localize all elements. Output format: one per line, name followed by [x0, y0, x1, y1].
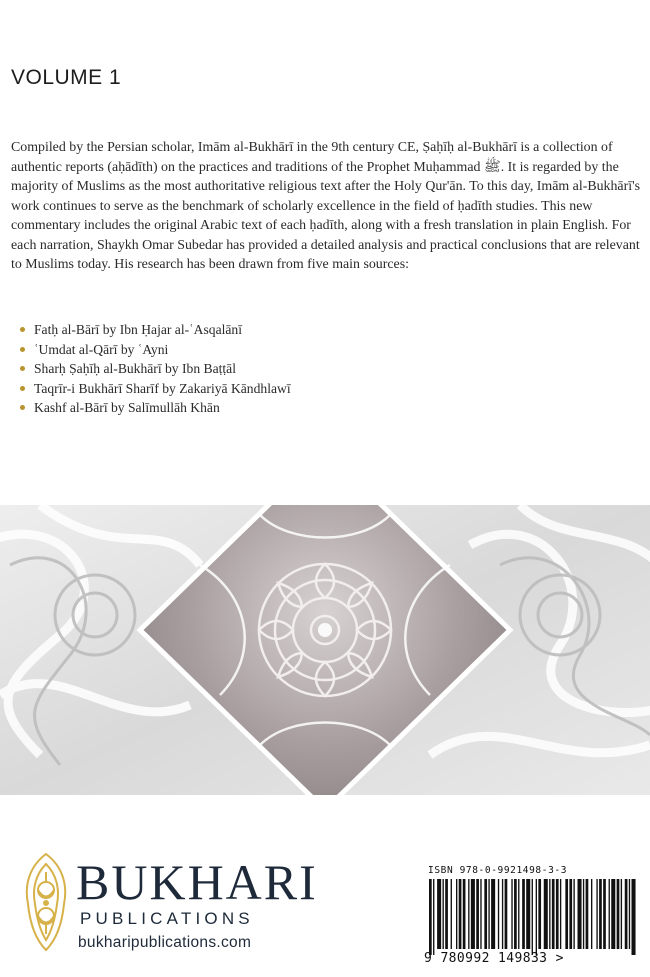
barcode-bar	[596, 879, 597, 949]
isbn-barcode-block	[420, 850, 648, 974]
bullet-icon	[20, 366, 25, 371]
source-item: ʿUmdat al-Qārī by ʿAyni	[20, 340, 291, 360]
source-item: Taqrīr-i Bukhārī Sharīf by Zakariyā Kāndhlawī	[20, 379, 291, 399]
barcode-bar	[599, 879, 602, 949]
barcode-bar	[538, 879, 541, 949]
barcode-bar	[583, 879, 584, 949]
barcode-bar	[429, 879, 432, 955]
isbn-label: ISBN 978-0-9921498-3-3	[428, 865, 568, 876]
barcode-bar	[443, 879, 444, 949]
barcode-bar	[560, 879, 561, 949]
publisher-url: bukharipublications.com	[78, 934, 252, 951]
volume-label: VOLUME 1	[11, 66, 122, 89]
barcode-bar	[456, 879, 457, 949]
bullet-icon	[20, 405, 25, 410]
barcode-bar	[480, 879, 481, 949]
barcode-bar	[518, 879, 519, 949]
barcode-bar	[625, 879, 628, 949]
source-item: Fatḥ al-Bārī by Ibn Ḥajar al-ʿAsqalānī	[20, 320, 291, 340]
barcode-bar	[433, 879, 434, 955]
source-item: Kashf al-Bārī by Salīmullāh Khān	[20, 398, 291, 418]
barcode-bar	[603, 879, 606, 949]
barcode-bar	[514, 879, 517, 949]
barcode-bar	[522, 879, 525, 949]
barcode-bar	[611, 879, 615, 949]
barcode-bar	[552, 879, 555, 949]
barcode-bar	[536, 879, 537, 955]
publisher-block	[18, 850, 318, 960]
barcode-bar	[629, 879, 630, 949]
barcode-bar	[617, 879, 620, 949]
barcode-bar	[549, 879, 550, 949]
bullet-icon	[20, 327, 25, 332]
barcode-bar	[511, 879, 512, 949]
barcode-bar	[491, 879, 495, 949]
publisher-subtitle: PUBLICATIONS	[80, 909, 254, 928]
barcode-bar	[632, 879, 636, 955]
barcode-bar	[609, 879, 610, 949]
publisher-logo-icon	[18, 850, 74, 955]
barcode-bar	[445, 879, 448, 949]
description-paragraph: Compiled by the Persian scholar, Imām al-Bukhārī in the 9th century CE, Ṣaḥīḥ al-Bukhārī is a collection of authentic reports (aḥādīth) on the practices and traditions of the Prophet Muḥammad ﷺ. It is regarded by the majority of Muslims as the most authoritative religious text after the Holy Qur'ān. To this day, Imām al-Bukhārī's work continues to serve as the benchmark of scholarly excellence in the field of ḥadīth studies. This new commentary includes the original Arabic text of each ḥadīth, along with a fresh translation in plain English. For each narration, Shaykh Omar Subedar has provided a detailed analysis and practical conclusions that are relevant to Muslims today. His research has been drawn from five main sources:	[11, 140, 640, 272]
barcode-image	[426, 879, 640, 955]
barcode-bar	[573, 879, 574, 949]
barcode-bar	[569, 879, 572, 949]
barcode-bar	[621, 879, 622, 949]
barcode-bar	[532, 879, 533, 955]
barcode-bar	[505, 879, 508, 949]
barcode-bar	[476, 879, 479, 949]
barcode-bar	[459, 879, 462, 949]
bullet-icon	[20, 347, 25, 352]
barcode-bar	[591, 879, 592, 949]
source-item: Sharḥ Ṣaḥīḥ al-Bukhārī by Ibn Baṭṭāl	[20, 359, 291, 379]
barcode-bar	[463, 879, 466, 949]
barcode-bar	[498, 879, 499, 949]
barcode-bar	[437, 879, 441, 949]
barcode-bar	[471, 879, 475, 949]
barcode-bar	[586, 879, 589, 949]
barcode-bar	[544, 879, 548, 949]
barcode-bar	[565, 879, 568, 949]
barcode-bar	[451, 879, 452, 949]
barcode-bar	[488, 879, 489, 949]
barcode-bar	[484, 879, 487, 949]
ornament-band-image	[0, 505, 650, 795]
barcode-bar	[556, 879, 559, 949]
isbn-digits: 9 780992 149833 >	[424, 951, 564, 966]
bullet-icon	[20, 386, 25, 391]
barcode-bar	[578, 879, 582, 949]
barcode-bar	[502, 879, 503, 949]
publisher-name: BUKHARI	[76, 854, 318, 910]
barcode-bar	[468, 879, 469, 949]
barcode-bar	[526, 879, 530, 949]
sources-list	[20, 320, 291, 418]
